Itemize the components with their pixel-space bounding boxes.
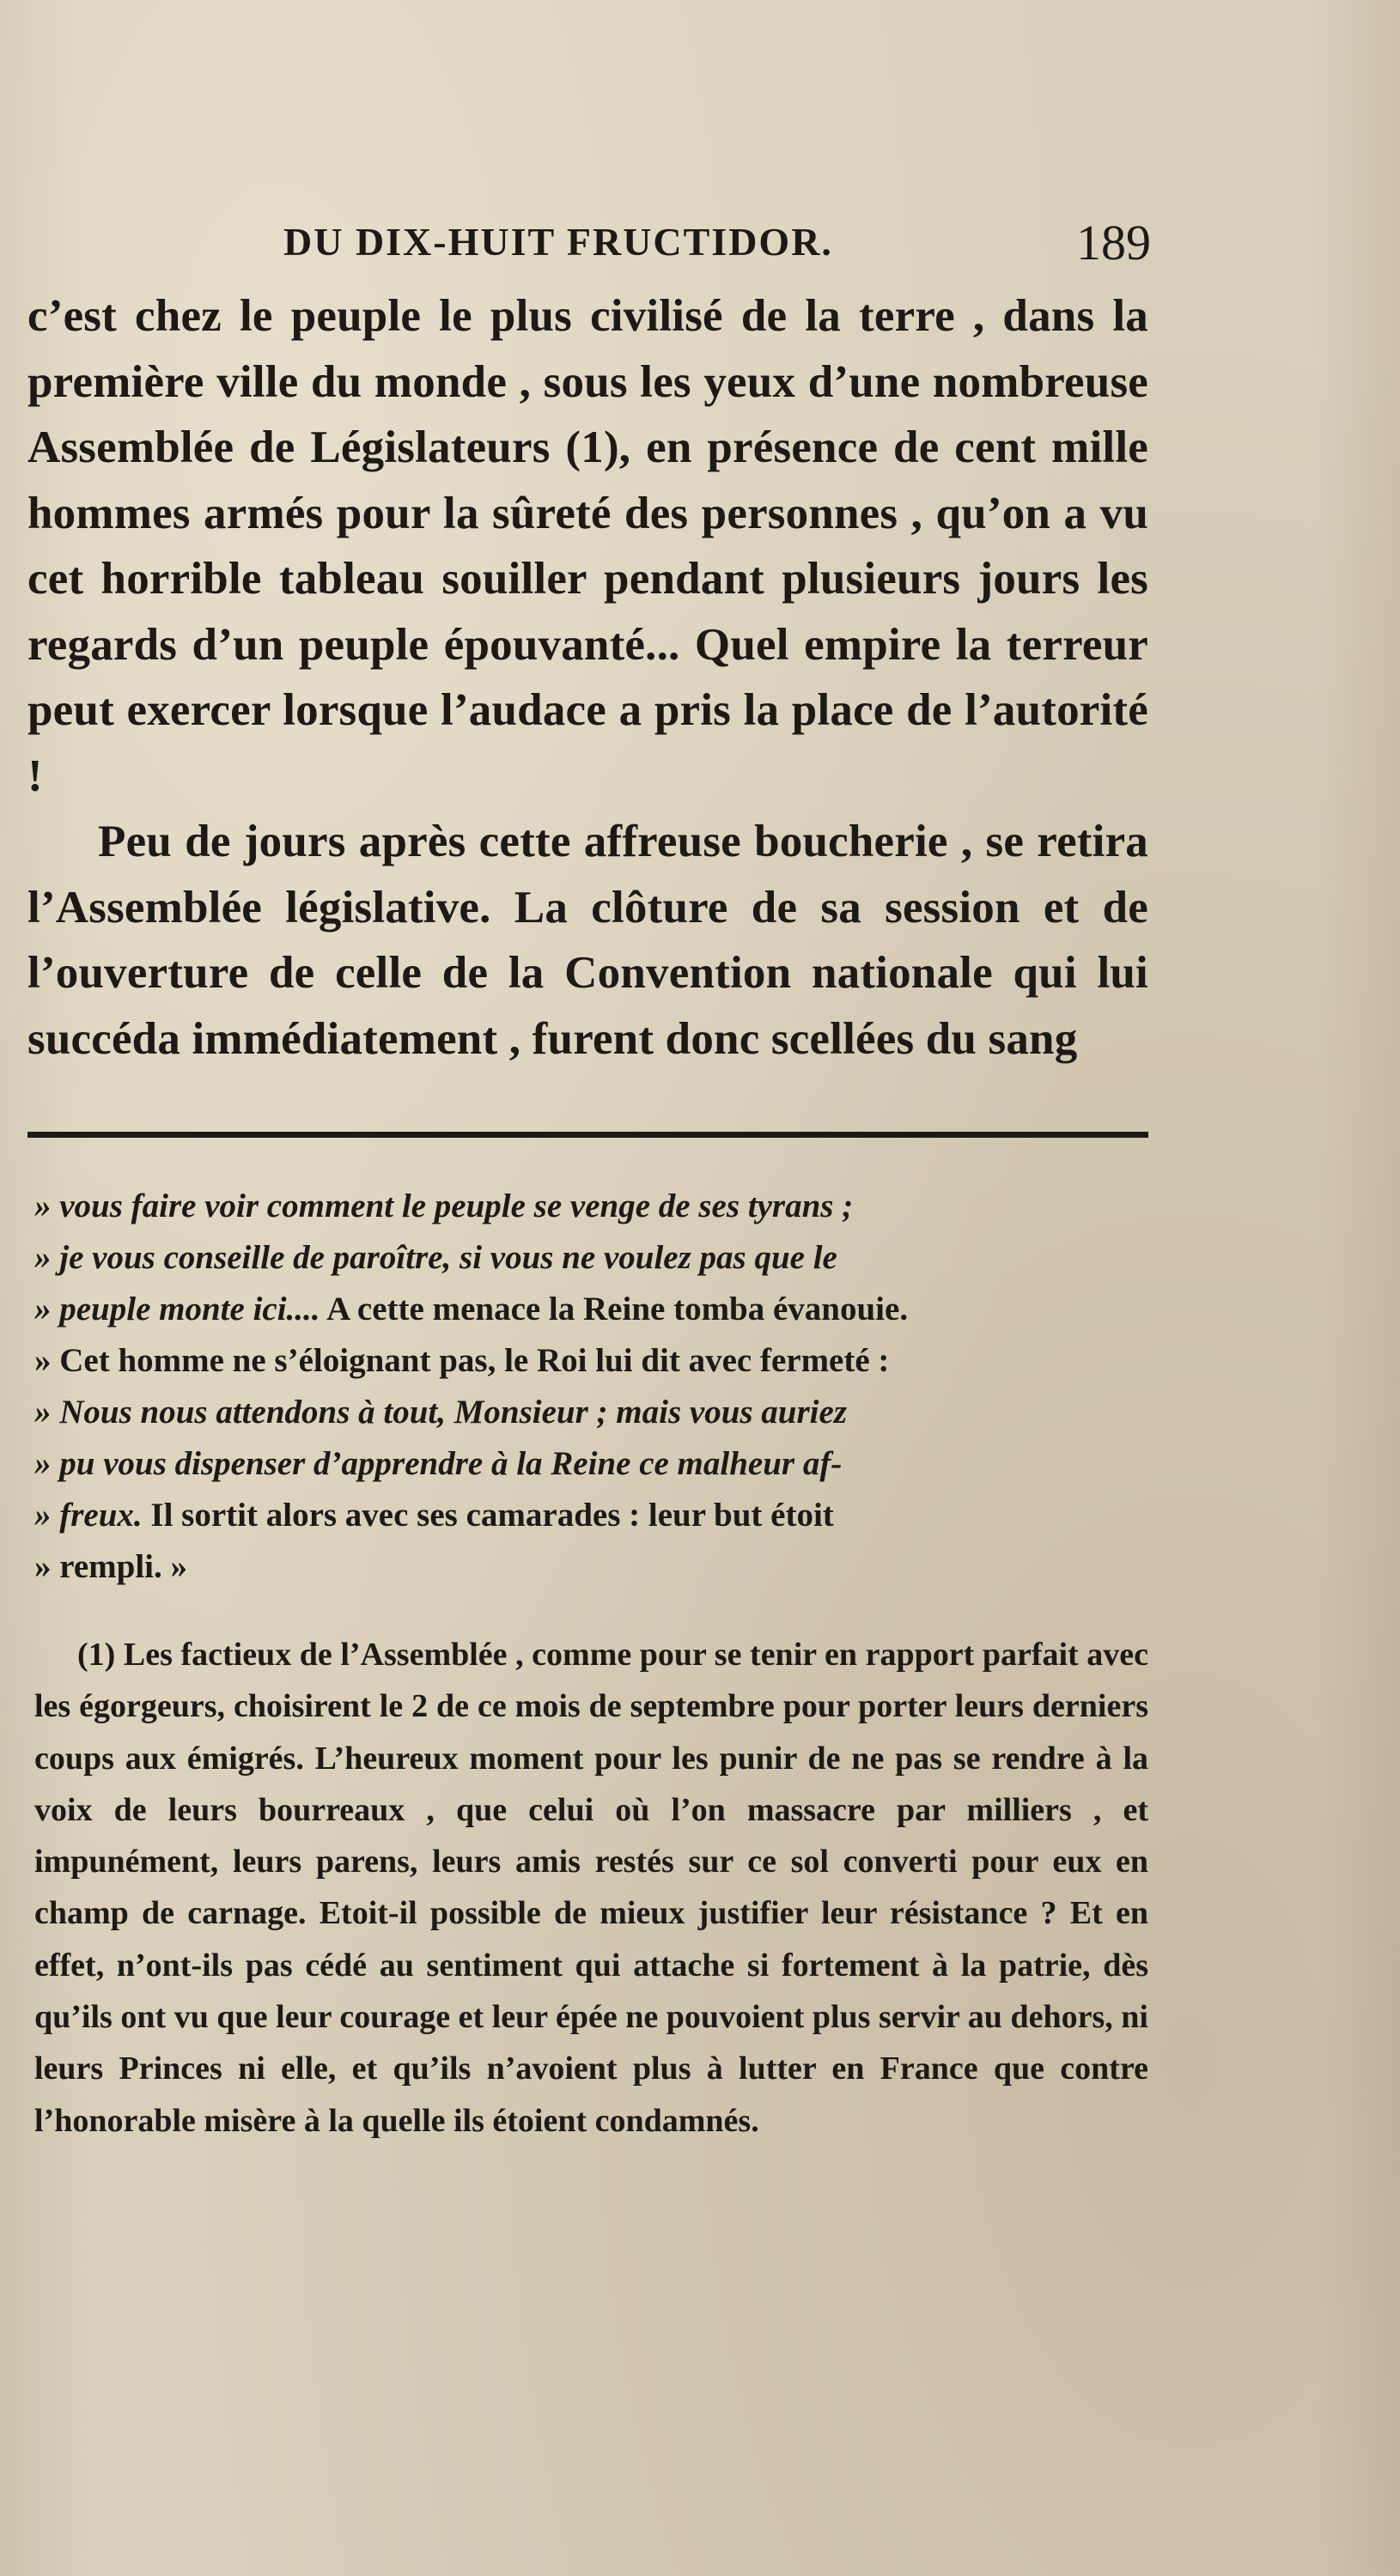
- footnote-divider-rule: [27, 1132, 1148, 1138]
- footnote-1: [34, 1629, 1148, 2147]
- running-head: [283, 215, 1151, 279]
- quote-line: [34, 1181, 1148, 1232]
- footnote-text: (1) Les factieux de l’Assemblée , comme pour se tenir en rapport parfait avec les égorgeurs, choisirent le 2 de ce mois de septembre pour porter leurs derniers coups aux émigrés. L’heureux moment pour les punir de ne pas se rendre à la voix de leurs bourreaux , que celui où l’on massacre par milliers , et impunément, leurs parens, leurs amis restés sur ce sol converti pour eux en champ de carnage. Etoit-il possible de mieux justifier leur résistance ? Et en effet, n’ont-ils pas cédé au sentiment qui attache si fortement à la patrie, dès qu’ils ont vu que leur courage et leur épée ne pouvoient plus servir au dehors, ni leurs Princes ni elle, et qu’ils n’avoient plus à lutter en France que contre l’honorable misère à la quelle ils étoient condamnés.: [34, 1637, 1148, 2139]
- paragraph-2: Peu de jours après cette affreuse boucherie , se retira l’Assemblée législative. La clôture de sa session et de l’ouverture de celle de la Convention nationale qui lui succéda immédiatement , furent donc scellées du sang: [27, 817, 1148, 1064]
- quote-line-italic: » peuple monte ici....: [34, 1291, 320, 1327]
- paragraph-1: c’est chez le peuple le plus civilisé de la terre , dans la première ville du monde , sous les yeux d’une nombreuse Assemblée de Législateurs (1), en présence de cent mille hommes armés pour la sûreté des personnes , qu’on a vu cet horrible tableau souiller pendant plusieurs jours les regards d’un peuple épouvanté... Quel empire la terreur peut exercer lorsque l’audace a pris la place de l’autorité !: [27, 291, 1148, 801]
- quote-line: [34, 1438, 1148, 1490]
- page-number: 189: [1076, 215, 1151, 270]
- quoted-continuation-footnote: [34, 1181, 1148, 1593]
- quote-line: [34, 1335, 1148, 1387]
- quote-line: [34, 1284, 1148, 1335]
- quote-line-roman: » rempli. »: [34, 1548, 188, 1585]
- quote-line: [34, 1232, 1148, 1284]
- quote-line-italic: » vous faire voir comment le peuple se venge de ses tyrans ;: [34, 1188, 854, 1224]
- quote-line-roman: A cette menace la Reine tomba évanouie.: [320, 1291, 909, 1327]
- quote-line-italic: » freux.: [34, 1497, 143, 1534]
- quote-line-italic: » je vous conseille de paroître, si vous ne voulez pas que le: [34, 1239, 837, 1276]
- quote-line: [34, 1541, 1148, 1593]
- quote-line-italic: » Nous nous attendons à tout, Monsieur ; mais vous auriez: [34, 1394, 847, 1431]
- main-text: [27, 283, 1148, 1072]
- quote-line: [34, 1387, 1148, 1438]
- quote-line-italic: » pu vous dispenser d’apprendre à la Reine ce malheur af-: [34, 1445, 843, 1482]
- running-title: DU DIX-HUIT FRUCTIDOR.: [283, 220, 833, 264]
- quote-line-roman: Il sortit alors avec ses camarades : leur but étoit: [142, 1497, 834, 1534]
- quote-line: [34, 1490, 1148, 1541]
- quote-line-roman: » Cet homme ne s’éloignant pas, le Roi lui dit avec fermeté :: [34, 1342, 890, 1379]
